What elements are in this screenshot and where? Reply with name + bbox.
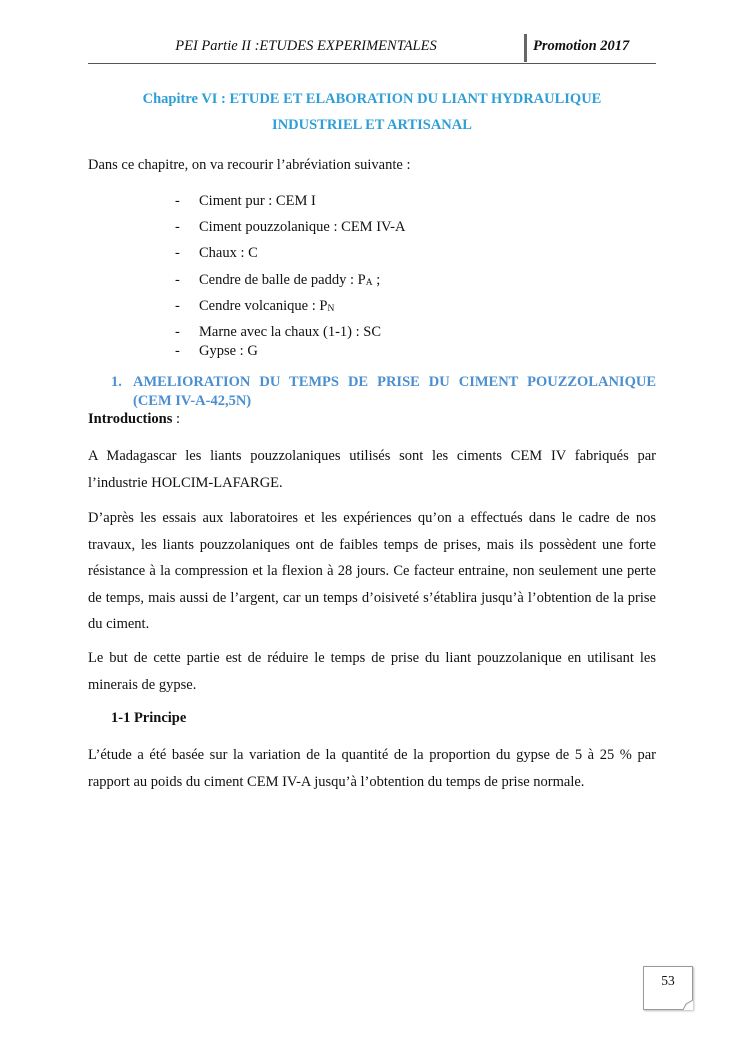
paragraph-principe: L’étude a été basée sur la variation de la quantité de la proportion du gypse de 5 à 25 % par rapport au poids du ciment CEM IV-A jusqu’à l’obtention du temps de prise normale.	[88, 747, 656, 790]
abbreviation-text: Cendre volcanique : P	[199, 298, 328, 314]
list-dash: -	[175, 193, 180, 209]
section-number: 1.	[111, 374, 122, 390]
abbreviation-suffix: ;	[372, 272, 381, 288]
abbreviation-text: Cendre de balle de paddy : P	[199, 272, 366, 288]
abbreviation-text: Ciment pouzzolanique : CEM IV-A	[199, 219, 406, 235]
abbreviation-item	[175, 245, 258, 262]
abbreviation-item	[175, 343, 258, 360]
abbreviation-text: Marne avec la chaux (1-1) : SC	[199, 324, 381, 340]
paragraph-madagascar: A Madagascar les liants pouzzolaniques utilisés sont les ciments CEM IV fabriqués par l’industrie HOLCIM-LAFARGE.	[88, 448, 656, 491]
abbreviation-text: Chaux : C	[199, 245, 258, 261]
intro-sentence: Dans ce chapitre, on va recourir l’abréviation suivante :	[88, 157, 411, 173]
introductions-colon: :	[172, 411, 180, 427]
abbreviation-item	[175, 298, 334, 315]
abbreviation-text: Gypse : G	[199, 343, 258, 359]
header-title: PEI Partie II :ETUDES EXPERIMENTALES	[175, 38, 437, 54]
paragraph-but: Le but de cette partie est de réduire le temps de prise du liant pouzzolanique en utilisant les minerais de gypse.	[88, 650, 656, 693]
page-number: 53	[661, 973, 675, 988]
list-dash: -	[175, 343, 180, 359]
list-dash: -	[175, 245, 180, 261]
abbreviation-item	[175, 193, 316, 210]
section-title-line2: (CEM IV-A-42,5N)	[133, 393, 252, 409]
page-curl-icon	[683, 1000, 693, 1010]
list-dash: -	[175, 272, 180, 288]
chapter-title-line2: INDUSTRIEL ET ARTISANAL	[272, 117, 472, 133]
list-dash: -	[175, 219, 180, 235]
section-heading	[111, 374, 656, 391]
list-dash: -	[175, 298, 180, 314]
list-dash: -	[175, 324, 180, 340]
chapter-title	[88, 86, 656, 138]
abbreviation-item	[175, 272, 380, 289]
abbreviation-item	[175, 219, 405, 236]
section-title-line1: AMELIORATION DU TEMPS DE PRISE DU CIMENT POUZZOLANIQUE	[133, 374, 656, 390]
header-promotion: Promotion 2017	[533, 38, 630, 54]
chapter-title-line1: Chapitre VI : ETUDE ET ELABORATION DU LIANT HYDRAULIQUE	[142, 91, 602, 107]
page-header	[88, 36, 656, 64]
abbreviation-item	[175, 324, 381, 341]
abbreviation-subscript: A	[365, 278, 373, 288]
abbreviation-subscript: N	[327, 304, 335, 314]
introductions-heading	[88, 411, 180, 428]
subsection-heading: 1-1 Principe	[111, 710, 187, 726]
paragraph-essais: D’après les essais aux laboratoires et les expériences qu’on a effectués dans le cadre de nos travaux, les liants pouzzolaniques ont de faibles temps de prises, mais ils possèdent une forte résistance à la compression et la flexion à 28 jours. Ce facteur entraine, non seulement une perte de temps, mais aussi de l’argent, car un temps d’oisiveté s’établira jusqu’à l’obtention de la prise du ciment.	[88, 510, 656, 632]
introductions-label: Introductions	[88, 411, 173, 427]
page-number-box	[643, 966, 693, 1010]
abbreviation-text: Ciment pur : CEM I	[199, 193, 316, 209]
header-separator	[524, 34, 527, 62]
